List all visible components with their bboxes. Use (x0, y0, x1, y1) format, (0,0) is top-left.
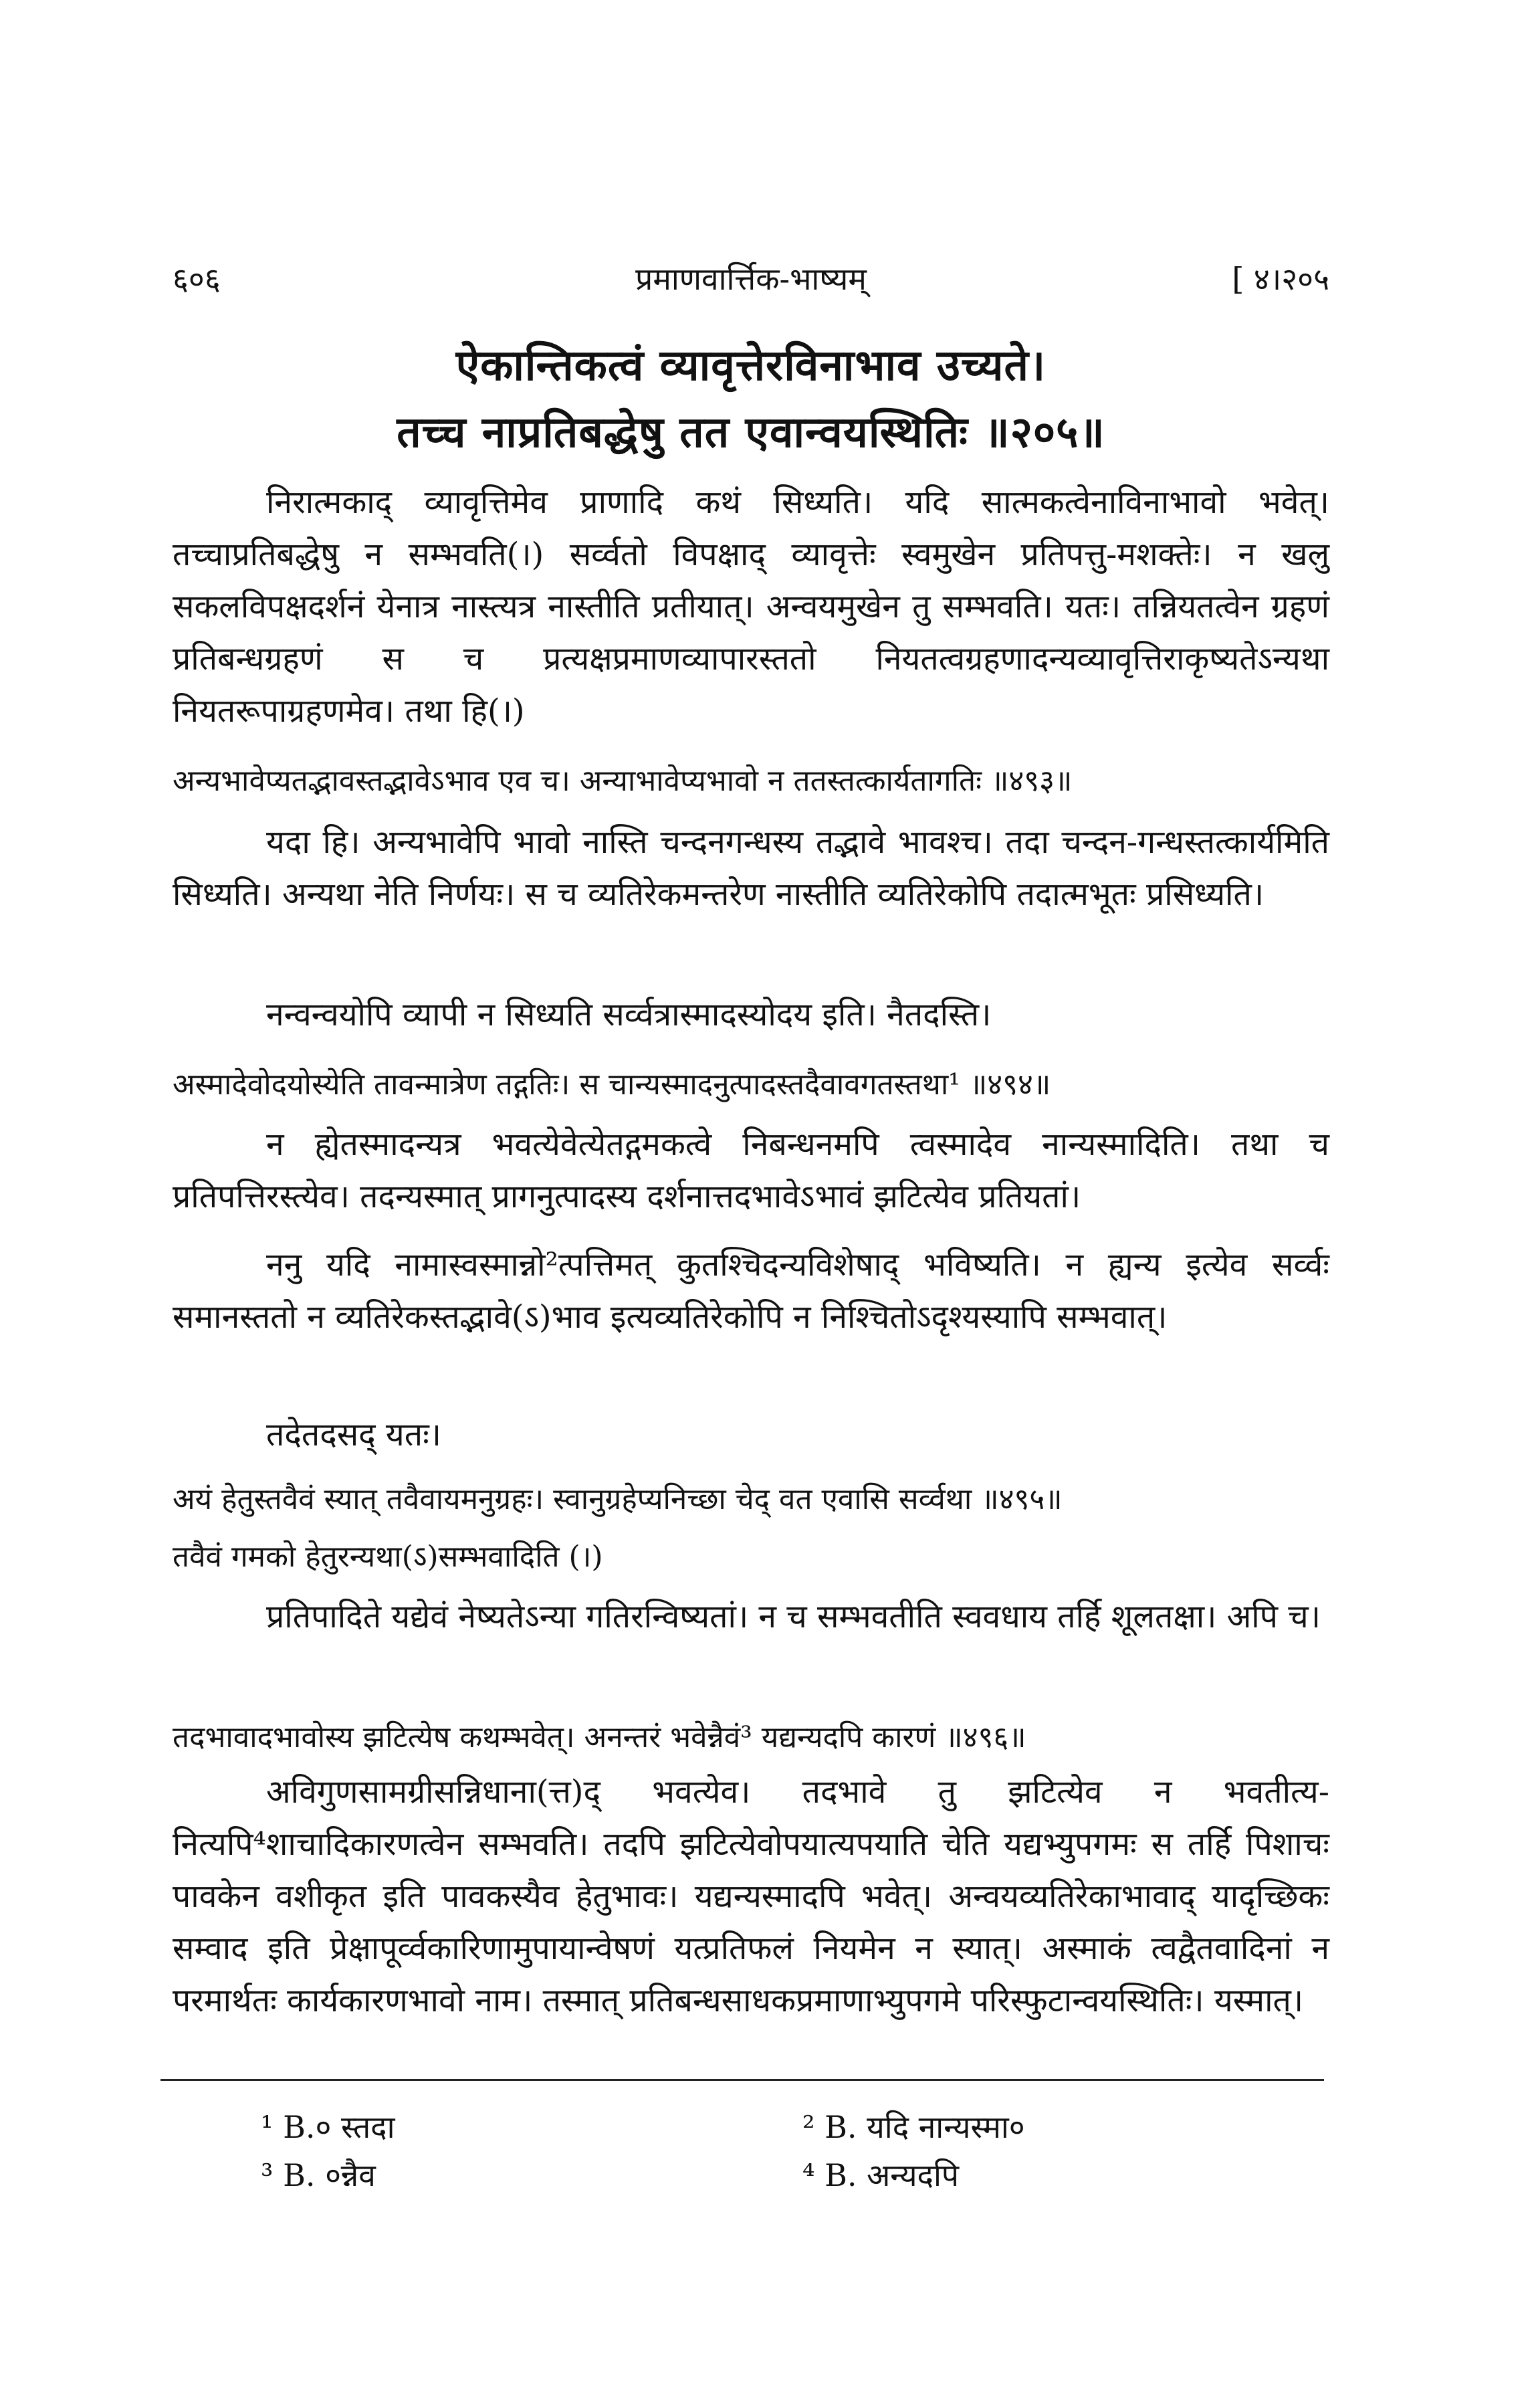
paragraph-8: प्रतिपादिते यद्येवं नेष्यतेऽन्या गतिरन्विष्यतां। न च सम्भवतीति स्ववधाय तर्हि शूलतक्षा। अपि च। (266, 1598, 1321, 1635)
footnote-4 (802, 2155, 959, 2195)
footnote-2 (802, 2107, 1025, 2147)
paragraph-9: अविगुणसामग्रीसन्निधाना(त्त)द् भवत्येव। तदभावे तु झटित्येव न भवतीत्य-नित्यपि⁴शाचादिकारणत्वेन सम्भवति। तदपि झटित्येवोपयात्यपयाति चेति यद्यभ्युपगमः स तर्हि पिशाचः पावकेन वशीकृत इति पावकस्यैव हेतुभावः। यद्यन्यस्मादपि भवेत्। अन्वयव्यतिरेकाभावाद् यादृच्छिकः सम्वाद इति प्रेक्षापूर्व्वकारिणामुपायान्वेषणं यत्प्रतिफलं नियमेन न स्यात्। अस्माकं त्वद्वैतवादिनां न परमार्थतः कार्यकारणभावो नाम। तस्मात् प्रतिबन्धसाधकप्रमाणाभ्युपगमे परिस्फुटान्वयस्थितिः। यस्मात्। (173, 1773, 1329, 2019)
footnote-text: B. अन्यदपि (825, 2157, 959, 2193)
running-header (173, 258, 1329, 311)
paragraph-6: तदेतदसद् यतः। (266, 1416, 441, 1453)
paragraph-2: यदा हि। अन्यभावेपि भावो नास्ति चन्दनगन्धस्य तद्भावे भावश्च। तदा चन्दन-गन्धस्तत्कार्यमिति सिध्यति। अन्यथा नेति निर्णयः। स च व्यतिरेकमन्तरेण नास्तीति व्यतिरेकोपि तदात्मभूतः प्रसिध्यति। (173, 823, 1329, 913)
footnote-marker: ⁴ (802, 2157, 815, 2193)
section-reference: [ ४।२०५ (1232, 261, 1329, 297)
paragraph-7: तवैवं गमको हेतुरन्यथा(ऽ)सम्भवादिति (।) (173, 1540, 603, 1574)
paragraph-3: नन्वन्वयोपि व्यापी न सिध्यति सर्व्वत्रास्मादस्योदय इति। नैतदस्ति। (266, 996, 992, 1033)
footnote-text: B. ०न्नैव (283, 2157, 376, 2193)
karika-494: अस्मादेवोदयोस्येति तावन्मात्रेण तद्गतिः। स चान्यस्मादनुत्पादस्तदैवावगतस्तथा¹ ॥४९४॥ (173, 1068, 1051, 1102)
paragraph-5: ननु यदि नामास्वस्मान्नो²त्पत्तिमत् कुतश्चिदन्यविशेषाद् भविष्यति। न ह्यन्य इत्येव सर्व्वः समानस्ततो न व्यतिरेकस्तद्भावे(ऽ)भाव इत्यव्यतिरेकोपि न निश्चितोऽदृश्यस्यापि सम्भवात्। (173, 1246, 1329, 1336)
footnote-marker: ³ (261, 2157, 273, 2193)
karika-493: अन्यभावेप्यतद्भावस्तद्भावेऽभाव एव च। अन्याभावेप्यभावो न ततस्तत्कार्यतागतिः ॥४९३॥ (173, 764, 1073, 798)
karika-495: अयं हेतुस्तवैवं स्यात् तवैवायमनुग्रहः। स्वानुग्रहेप्यनिच्छा चेद् वत एवासि सर्व्वथा ॥४९५॥ (173, 1482, 1063, 1516)
footnote-text: B. यदि नान्यस्मा० (825, 2109, 1025, 2145)
footnote-marker: ² (802, 2109, 815, 2145)
verse-line-2: तच्च नाप्रतिबद्धेषु तत एवान्वयस्थितिः ॥२०५॥ (397, 407, 1105, 458)
paragraph-4: न ह्येतस्मादन्यत्र भवत्येवेत्येतद्गमकत्वे निबन्धनमपि त्वस्मादेव नान्यस्मादिति। तथा च प्रतिपत्तिरस्त्येव। तदन्यस्मात् प्रागनुत्पादस्य दर्शनात्तदभावेऽभावं झटित्येव प्रतियतां। (173, 1126, 1329, 1215)
page-number: ६०६ (173, 261, 221, 297)
karika-496: तदभावादभावोस्य झटित्येष कथम्भवेत्। अनन्तरं भवेन्नैवं³ यद्यन्यदपि कारणं ॥४९६॥ (173, 1720, 1026, 1754)
footnote-3 (261, 2155, 376, 2195)
footnote-1 (261, 2107, 395, 2147)
footnote-text: B.० स्तदा (283, 2109, 395, 2145)
paragraph-1: निरात्मकाद् व्यावृत्तिमेव प्राणादि कथं सिध्यति। यदि सात्मकत्वेनाविनाभावो भवेत्। तच्चाप्रतिबद्धेषु न सम्भवति(।) सर्व्वतो विपक्षाद् व्यावृत्तेः स्वमुखेन प्रतिपत्तु-मशक्तेः। न खलु सकलविपक्षदर्शनं येनात्र नास्त्यत्र नास्तीति प्रतीयात्। अन्वयमुखेन तु सम्भवति। यतः। तन्नियतत्वेन ग्रहणं प्रतिबन्धग्रहणं स च प्रत्यक्षप्रमाणव्यापारस्ततो नियतत्वग्रहणादन्यव्यावृत्तिराकृष्यतेऽन्यथा नियतरूपाग्रहणमेव। तथा हि(।) (173, 484, 1329, 730)
running-title: प्रमाणवार्त्तिक-भाष्यम् (635, 261, 867, 297)
footnote-divider (160, 2079, 1324, 2081)
footnote-marker: ¹ (261, 2109, 273, 2145)
verse-line-1: ऐकान्तिकत्वं व्यावृत्तेरविनाभाव उच्यते। (455, 340, 1047, 391)
